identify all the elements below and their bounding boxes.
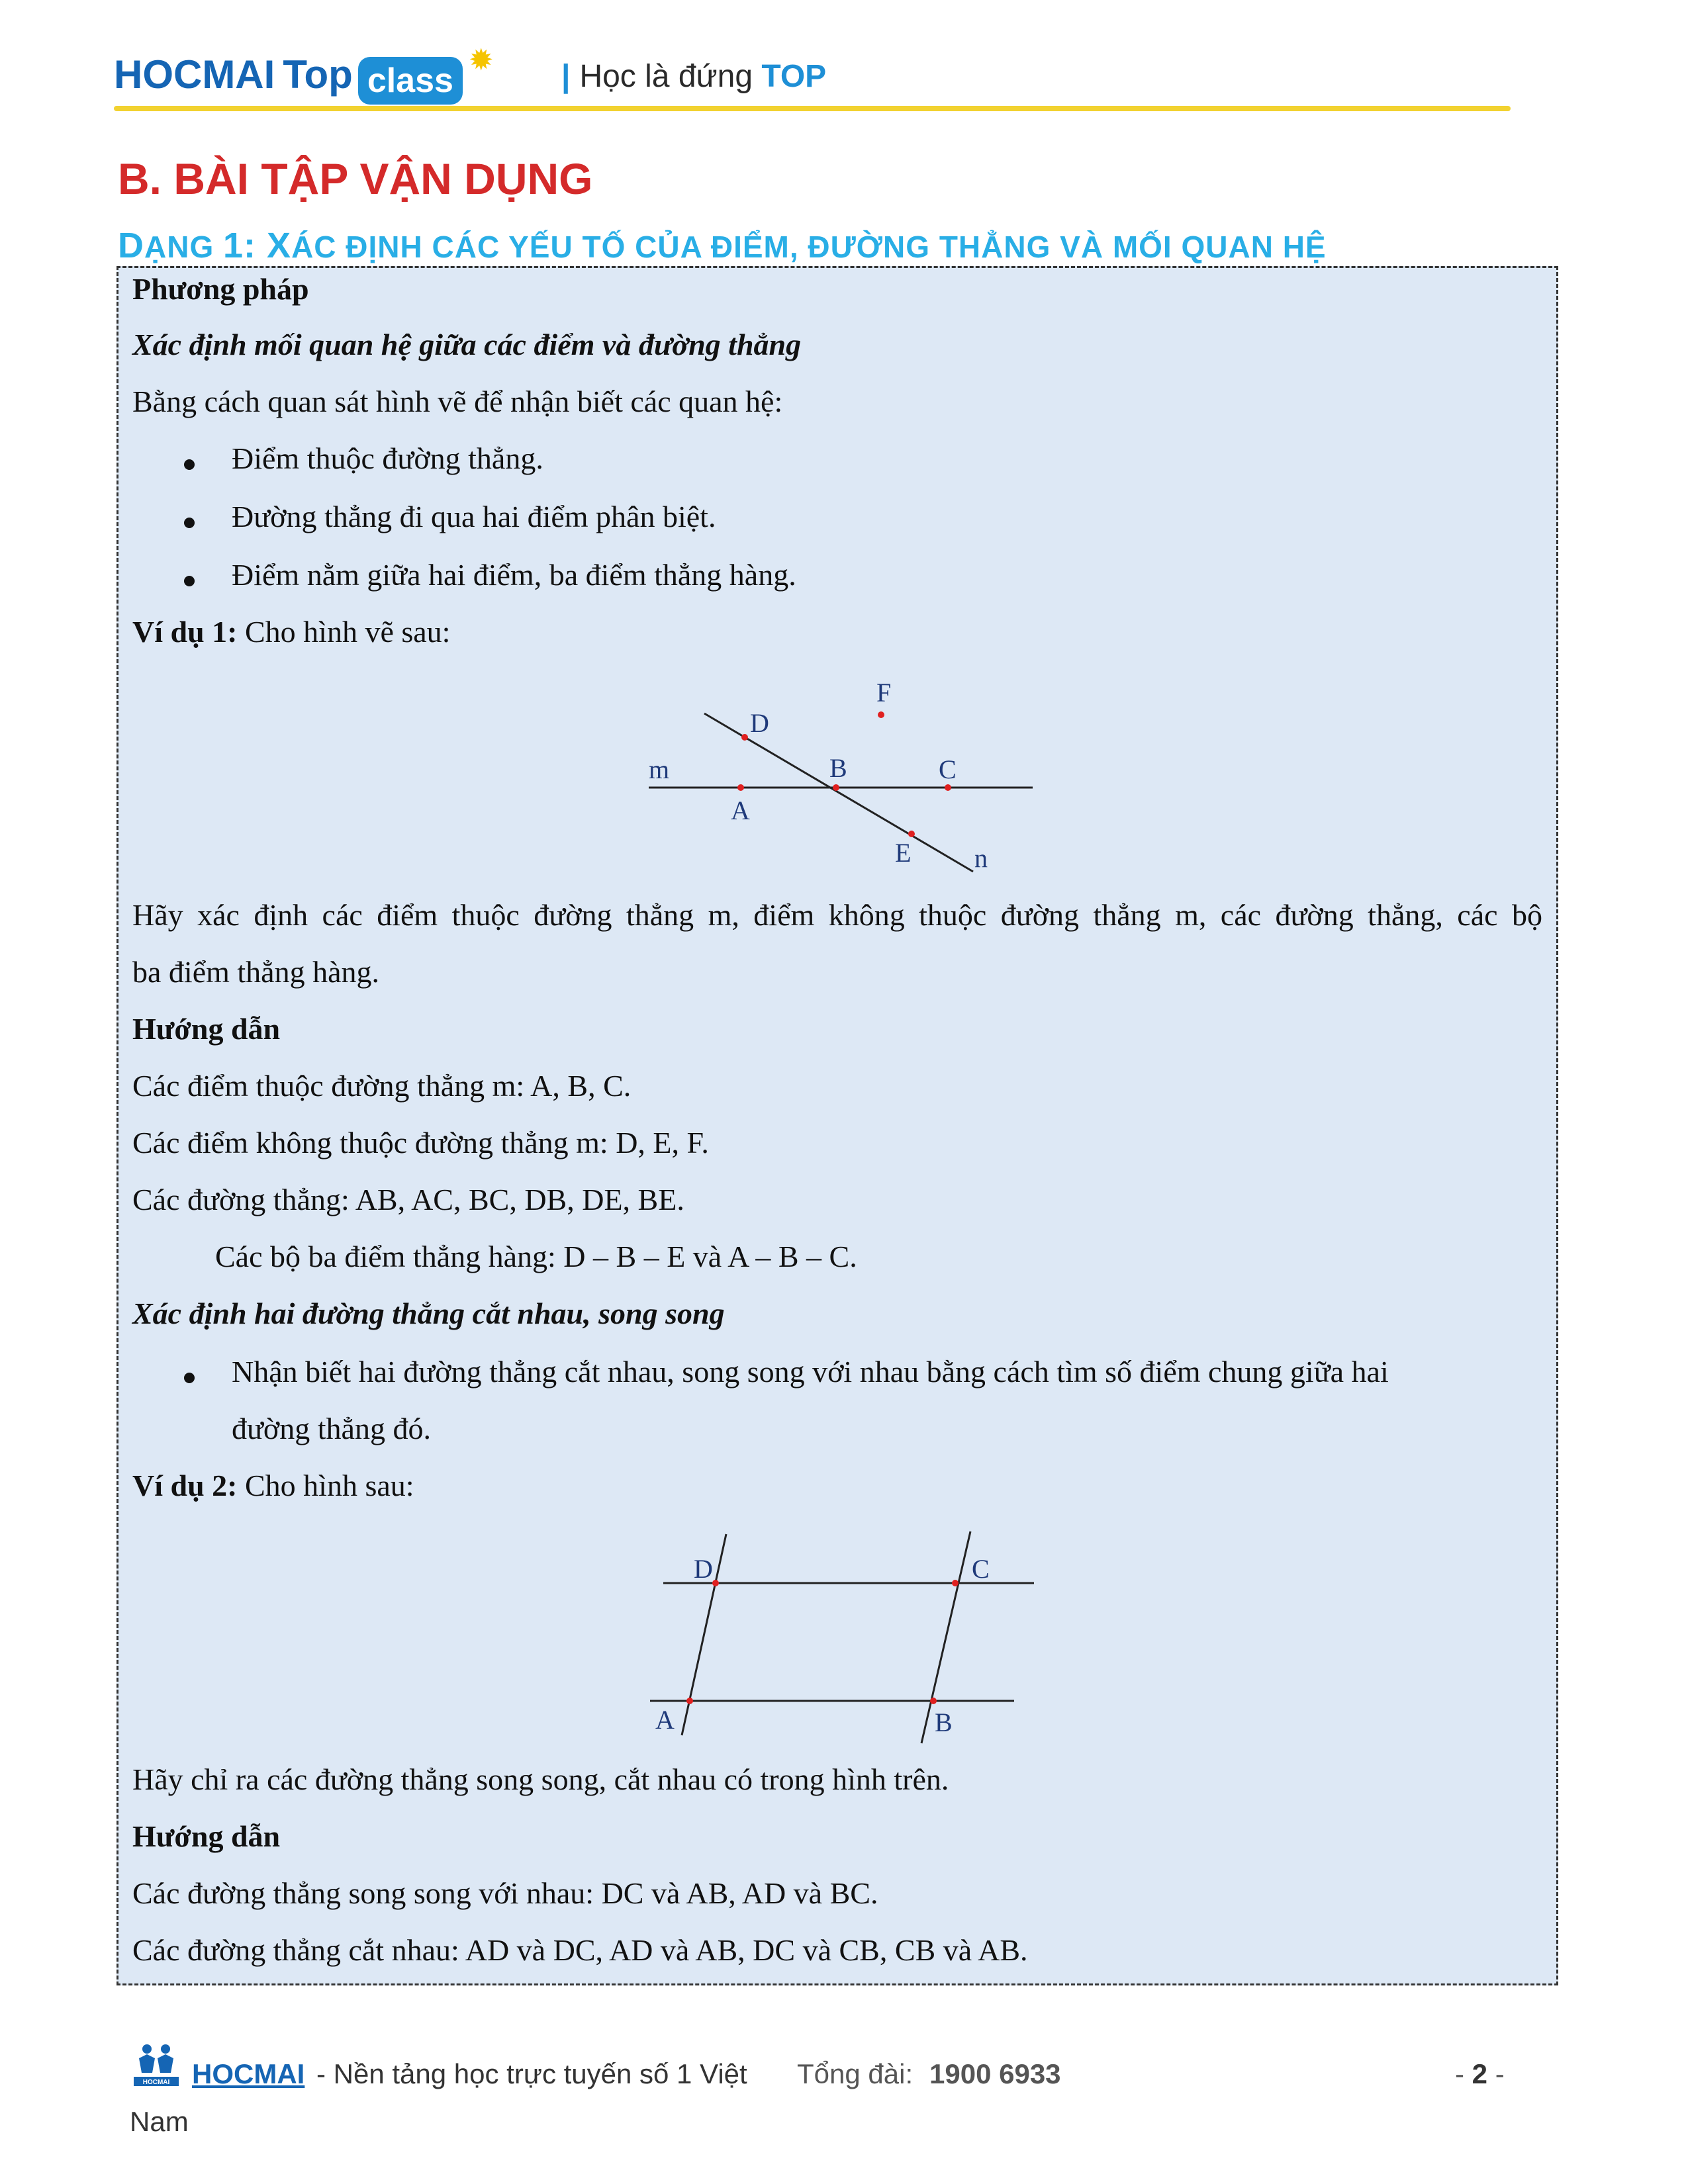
bullet-icon xyxy=(184,518,195,528)
point-b xyxy=(833,784,839,791)
hotline-label: Tổng đài: xyxy=(797,2058,914,2089)
example-2-label: Ví dụ 2: xyxy=(132,1469,238,1502)
hocmai-logo-icon xyxy=(130,2038,183,2091)
logo-class-badge: class xyxy=(358,57,463,105)
answer-2-1: Các đường thẳng song song với nhau: DC và AB, AD và BC. xyxy=(132,1876,878,1910)
question-1-line-1: Hãy xác định các điểm thuộc đường thẳng m, điểm không thuộc đường thẳng m, các đường thẳng, các bộ xyxy=(132,898,1542,932)
label-e: E xyxy=(895,838,912,868)
label-c: C xyxy=(939,754,957,784)
bullet-icon xyxy=(184,1373,195,1383)
sun-icon: ✹ xyxy=(470,46,492,75)
example-2 xyxy=(132,1468,414,1503)
dang-title xyxy=(118,225,1327,266)
example-2-text: Cho hình sau: xyxy=(244,1469,414,1502)
point-a xyxy=(686,1698,693,1704)
figure-2 xyxy=(635,1522,1059,1760)
label-a: A xyxy=(655,1705,675,1735)
point-d xyxy=(712,1580,719,1586)
intro-text: Bằng cách quan sát hình vẽ để nhận biết các quan hệ: xyxy=(132,385,783,418)
footer-nam: Nam xyxy=(130,2106,189,2137)
header-divider xyxy=(114,106,1511,111)
page-footer xyxy=(0,2025,1688,2184)
section-title: B. BÀI TẬP VẬN DỤNG xyxy=(118,154,593,203)
heading-points-lines: Xác định mối quan hệ giữa các điểm và đường thẳng xyxy=(132,328,802,361)
dang-title-part2-small: ÁC ĐỊNH CÁC YẾU TỐ CỦA ĐIỂM, ĐƯỜNG THẲNG VÀ MỐI QUAN HỆ xyxy=(291,230,1327,264)
label-d: D xyxy=(750,708,769,738)
answer-2-2: Các đường thẳng cắt nhau: AD và DC, AD và AB, DC và CB, CB và AB. xyxy=(132,1933,1028,1967)
figure-1 xyxy=(622,668,1046,887)
label-m: m xyxy=(649,754,670,784)
tagline xyxy=(561,58,826,95)
label-n: n xyxy=(974,843,988,873)
answer-1-2: Các điểm không thuộc đường thẳng m: D, E, F. xyxy=(132,1126,709,1160)
answer-1-3: Các đường thẳng: AB, AC, BC, DB, DE, BE. xyxy=(132,1183,684,1216)
guide-label-1: Hướng dẫn xyxy=(132,1012,281,1046)
point-f xyxy=(878,711,884,718)
example-1-label: Ví dụ 1: xyxy=(132,615,238,649)
point-b xyxy=(930,1698,937,1704)
bullet-icon xyxy=(184,576,195,586)
label-b: B xyxy=(829,753,847,783)
method-label: Phương pháp xyxy=(132,272,309,306)
footer-description: - Nền tảng học trực tuyến số 1 Việt xyxy=(316,2058,747,2089)
list-item: Điểm thuộc đường thẳng. xyxy=(232,441,543,475)
example-1 xyxy=(132,614,450,649)
dang-title-part2-big: 1: X xyxy=(223,226,292,265)
hotline-number: 1900 6933 xyxy=(929,2058,1061,2089)
logo-top-text: Top xyxy=(283,52,353,97)
dang-title-part1-big: D xyxy=(118,226,144,265)
list-item: Nhận biết hai đường thẳng cắt nhau, song song với nhau bằng cách tìm số điểm chung giữa hai xyxy=(232,1355,1389,1388)
list-item: Điểm nằm giữa hai điểm, ba điểm thẳng hàng. xyxy=(232,558,796,592)
hocmai-topclass-logo xyxy=(114,46,492,101)
label-a: A xyxy=(731,796,750,825)
tagline-emphasis: TOP xyxy=(761,59,827,94)
label-b: B xyxy=(935,1707,953,1737)
page-number: - 2 - xyxy=(1455,2058,1505,2089)
page-header xyxy=(0,0,1688,119)
heading-intersect-parallel: Xác định hai đường thẳng cắt nhau, song song xyxy=(132,1297,725,1330)
list-item: Đường thẳng đi qua hai điểm phân biệt. xyxy=(232,500,716,533)
tagline-text: Học là đứng xyxy=(579,59,753,94)
label-d: D xyxy=(694,1554,713,1584)
point-a xyxy=(737,784,744,791)
dang-title-part1-small: ẠNG xyxy=(144,230,214,264)
point-c xyxy=(945,784,951,791)
guide-label-2: Hướng dẫn xyxy=(132,1819,281,1853)
point-c xyxy=(952,1580,959,1586)
svg-text:HOCMAI: HOCMAI xyxy=(142,2079,170,2086)
label-c: C xyxy=(972,1554,990,1584)
label-f: F xyxy=(876,678,892,707)
answer-1-4: Các bộ ba điểm thẳng hàng: D – B – E và A – B – C. xyxy=(215,1240,857,1273)
answer-1-1: Các điểm thuộc đường thẳng m: A, B, C. xyxy=(132,1069,632,1103)
bullet-icon xyxy=(184,459,195,470)
divider-bar-icon: | xyxy=(561,59,571,94)
question-2: Hãy chỉ ra các đường thẳng song song, cắt nhau có trong hình trên. xyxy=(132,1762,949,1796)
logo-hocmai-text: HOCMAI xyxy=(114,52,275,97)
point-e xyxy=(908,831,915,837)
list-item-continued: đường thẳng đó. xyxy=(232,1412,431,1445)
footer-brand-link[interactable]: HOCMAI xyxy=(192,2058,305,2089)
question-1-line-2: ba điểm thẳng hàng. xyxy=(132,955,380,989)
point-d xyxy=(741,734,748,741)
example-1-text: Cho hình vẽ sau: xyxy=(244,615,451,649)
